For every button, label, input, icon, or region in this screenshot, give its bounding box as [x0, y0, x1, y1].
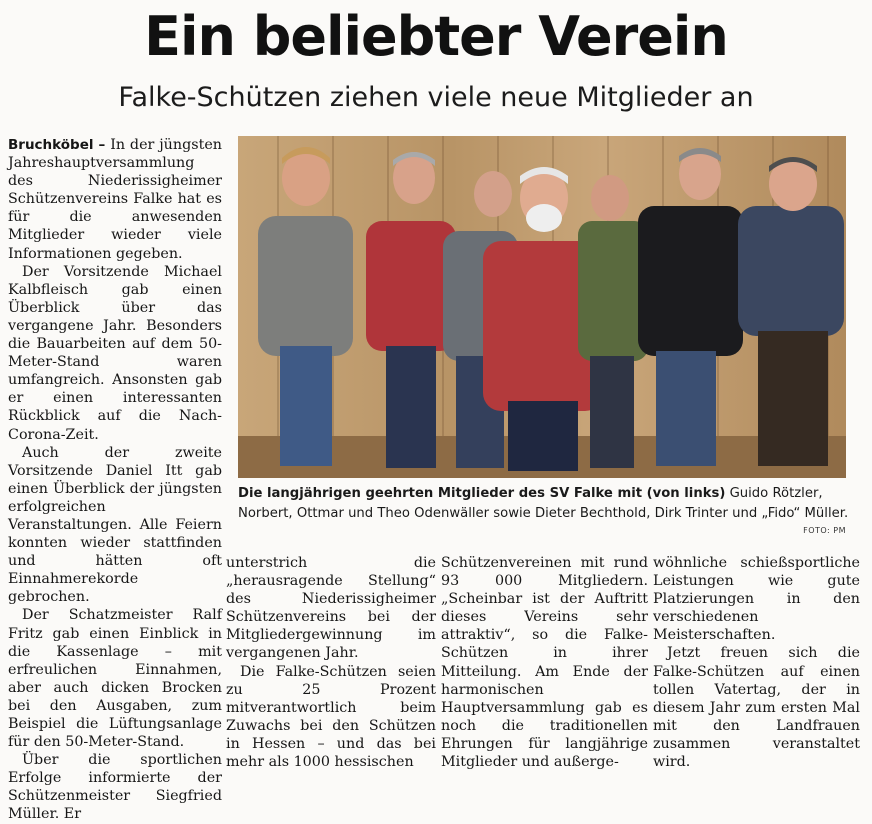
subheadline: Falke-Schützen ziehen viele neue Mitglieder an	[118, 82, 754, 113]
article-column-3	[441, 554, 648, 771]
photo-credit: FOTO: PM	[803, 526, 846, 535]
photo-caption	[238, 484, 850, 524]
person-1	[258, 147, 353, 466]
paragraph: unterstrich die „herausragende Stellung“ des Niederissigheimer Schützenvereins bei der Mitgliedergewinnung im vergangenen Jahr.	[226, 555, 436, 662]
article-column-2	[226, 554, 436, 771]
group-photo	[238, 136, 846, 478]
paragraph: wöhnliche schießsportliche Leistungen wie gute Platzierungen in den verschiedenen Meisterschaften.	[653, 555, 860, 644]
paragraph: Über die sportlichen Erfolge informierte der Schützenmeister Siegfried Müller. Er	[8, 752, 222, 823]
headline: Ein beliebter Verein	[144, 5, 728, 68]
caption-bold: Die langjährigen geehrten Mitglieder des SV Falke mit (von links)	[238, 486, 726, 501]
person-5	[578, 175, 648, 468]
person-6	[638, 148, 743, 466]
paragraph: Bruchköbel – In der jüngsten Jahreshauptversammlung des Niederissigheimer Schützenvereins Falke hat es für die anwesenden Mitglieder wieder viele Informationen gegeben.	[8, 137, 222, 262]
dateline: Bruchköbel –	[8, 137, 106, 153]
paragraph: Die Falke-Schützen seien zu 25 Prozent mitverantwortlich beim Zuwachs bei den Schützen in Hessen – und das bei mehr als 1000 hessischen	[226, 663, 436, 771]
paragraph: Jetzt freuen sich die Falke-Schützen auf einen tollen Vatertag, der in diesem Jahr zum ersten Mal mit den Landfrauen zusammen veranstaltet wird.	[653, 645, 860, 771]
paragraph: Der Vorsitzende Michael Kalbfleisch gab einen Überblick über das vergangene Jahr. Besonders die Bauarbeiten auf dem 50-Meter-Stand waren umfangreich. Ansonsten gab er einen interessanten Rückblick auf die Nach-Corona-Zeit.	[8, 263, 222, 443]
article-column-4	[653, 554, 860, 771]
paragraph: Auch der zweite Vorsitzende Daniel Itt gab einen Überblick der jüngsten erfolgreichen Veranstaltungen. Alle Feiern konnten wieder stattfinden und hätten oft Einnahmerekorde gebrochen.	[8, 444, 222, 606]
paragraph: Schützenvereinen mit rund 93 000 Mitgliedern. „Scheinbar ist der Auftritt dieses Vereins sehr attraktiv“, so die Falke-Schützen in ihrer Mitteilung. Am Ende der harmonischen Hauptversammlung gab es noch die traditionellen Ehrungen für langjährige Mitglieder und außerge-	[441, 555, 648, 771]
photo-illustration	[238, 136, 846, 478]
paragraph: Der Schatzmeister Ralf Fritz gab einen Einblick in die Kassenlage – mit erfreulichen Einnahmen, aber auch dicken Brocken bei den Ausgaben, zum Beispiel die Lüftungsanlage für den 50-Meter-Stand.	[8, 607, 222, 751]
article-column-1	[8, 136, 222, 824]
caption-rest: Guido Rötzler, Norbert, Ottmar und Theo Odenwäller sowie Dieter Bechthold, Dirk Trinter und „Fido“ Müller.	[238, 486, 849, 521]
